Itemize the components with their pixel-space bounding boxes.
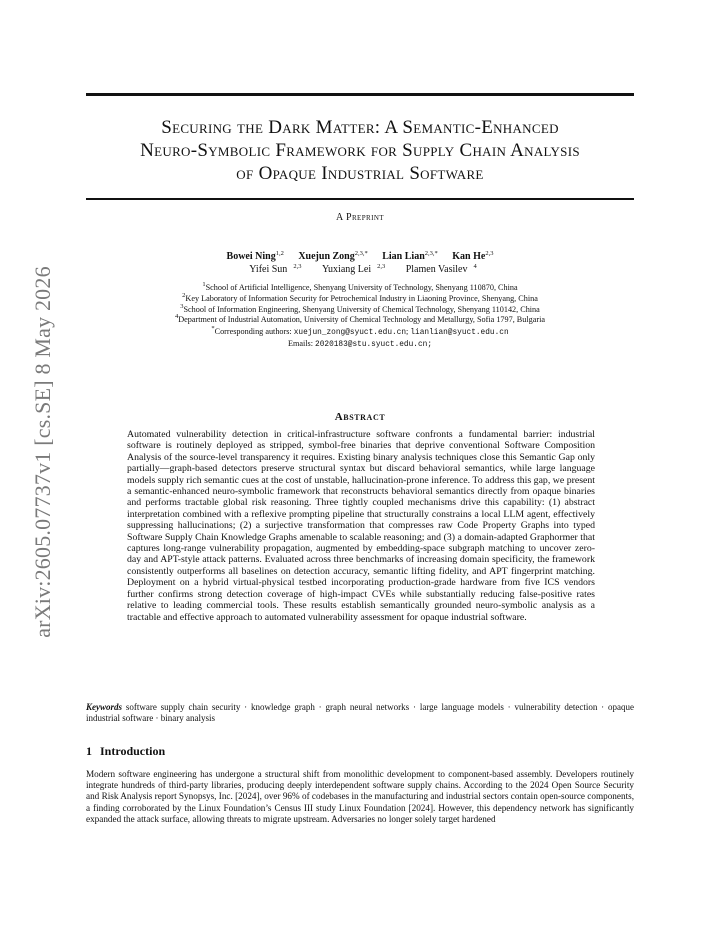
preprint-label: A Preprint xyxy=(336,212,384,223)
corresponding-email[interactable]: xuejun_zong@syuct.edu.cn xyxy=(293,329,407,338)
author: Plamen Vasilev $^4$ xyxy=(405,263,477,275)
section-heading xyxy=(86,744,165,759)
abstract-heading: Abstract xyxy=(334,411,386,423)
corresponding-authors: *Corresponding authors: xuejun_zong@syuct.edu.cn; lianlian@syuct.edu.cn xyxy=(211,325,509,338)
emails-line: Emails: 2020183@stu.syuct.edu.cn; xyxy=(287,338,433,349)
title-top-rule xyxy=(86,93,634,96)
arxiv-identifier: arXiv:2605.07737v1 [cs.SE] 8 May 2026 xyxy=(30,266,55,638)
keywords xyxy=(86,702,634,724)
section-number: 1 xyxy=(86,744,92,758)
title-line-3: of Opaque Industrial Software xyxy=(236,163,484,184)
author: Yuxiang Lei $^{2,3}$ xyxy=(321,263,386,275)
author-block xyxy=(0,250,720,276)
paper-title xyxy=(86,116,634,185)
abstract-text: Automated vulnerability detection in critical-infrastructure software confronts a fundamental barrier: industrial software is routinely deployed as stripped, symbol-free binaries that deprive conventional Software Composition Analysis of the source-level transparency it requires. Existing binary analysis techniques close this Semantic Gap only partially—graph-based detectors preserve structural syntax but discard behavioral semantics, while large language models supply rich semantic cues at the cost of unstable, hallucination-prone inference. To address this gap, we present a semantic-enhanced neuro-symbolic framework that reconstructs behavioral semantics directly from opaque binaries and performs tractable global risk reasoning. Three tightly coupled mechanisms drive this capability: (1) abstract interpretation combined with a reflexive prompting pipeline that structurally constrains a local LLM agent, effectively suppressing hallucinations; (2) a surjective transformation that compresses raw Code Property Graphs into typed Software Supply Chain Knowledge Graphs amenable to scalable reasoning; and (3) a domain-adapted Graphormer that captures long-range vulnerability propagation, augmented by embedding-space subgraph matching to uncover zero-day and APT-style attack patterns. Evaluated across three benchmarks of increasing domain specificity, the framework consistently outperforms all baselines on detection accuracy, semantic lifting fidelity, and APT fingerprint matching. Deployment on a hybrid virtual-physical testbed incorporating production-grade hardware from five ICS vendors further confirms strong detection coverage of high-impact CVEs while substantially reducing false-positive rates relative to leading commercial tools. These results establish semantically grounded neuro-symbolic analysis as a tractable and effective approach to automated vulnerability assessment for opaque industrial software. xyxy=(127,429,595,623)
affiliation: $^1$School of Artificial Intelligence, Shenyang University of Technology, Shenyang 110870, China xyxy=(202,281,518,292)
affiliation: $^3$School of Information Engineering, Shenyang University of Chemical Technology, Shenyang 110142, China xyxy=(180,302,540,314)
introduction-text: Modern software engineering has undergone a structural shift from monolithic development to component-based assembly. Developers routinely integrate hundreds of third-party libraries, producing deeply interdependent software supply chains. According to the 2024 Open Source Security and Risk Analysis report Synopsys, Inc. [2024], over 96% of codebases in the manufacturing and industrial sectors contain open-source components, a finding corroborated by the Linux Foundation’s Census III study Linux Foundation [2024]. However, this dependency network has significantly expanded the attack surface, allowing threats to migrate upstream. Adversaries no longer solely target hardened xyxy=(86,769,634,824)
affiliation: $^2$Key Laboratory of Information Security for Petrochemical Industry in Liaoning Province, Shenyang, China xyxy=(182,291,538,303)
title-bottom-rule xyxy=(86,198,634,200)
title-line-1: Securing the Dark Matter: A Semantic-Enhanced xyxy=(161,117,559,138)
corresponding-email[interactable]: lianlian@syuct.edu.cn xyxy=(410,329,509,338)
author: Kan He$^{2,3}$ xyxy=(452,250,494,262)
author: Lian Lian$^{2,3,*}$ xyxy=(382,250,438,262)
author: Xuejun Zong$^{2,3,*}$ xyxy=(298,250,368,262)
keywords-label: Keywords xyxy=(86,702,122,712)
keywords-text: software supply chain security · knowledge graph · graph neural networks · large language models · vulnerability detection · opaque industrial software · binary analysis xyxy=(86,702,634,723)
section-title: Introduction xyxy=(100,744,166,758)
email[interactable]: 2020183@stu.syuct.edu.cn; xyxy=(315,340,433,349)
affiliations xyxy=(80,283,640,351)
author: Bowei Ning$^{1,2}$ xyxy=(226,250,284,262)
title-line-2: Neuro-Symbolic Framework for Supply Chain Analysis xyxy=(140,140,580,161)
author: Yifei Sun $^{2,3}$ xyxy=(249,263,302,275)
affiliation: $^4$Department of Industrial Automation, University of Chemical Technology and Metallurgy, Sofia 1797, Bulgaria xyxy=(175,313,545,325)
